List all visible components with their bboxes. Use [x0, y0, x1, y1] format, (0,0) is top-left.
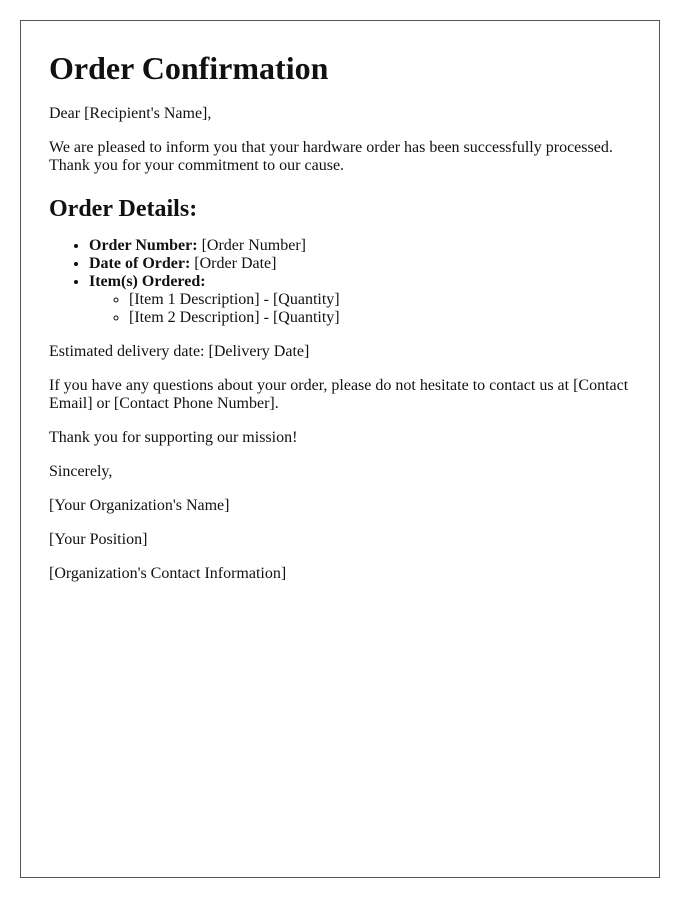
order-number-item [89, 237, 631, 255]
items-ordered-item [89, 273, 631, 327]
questions-paragraph: If you have any questions about your order, please do not hesitate to contact us at [Contact Email] or [Contact Phone Number]. [49, 377, 629, 412]
delivery-date: Estimated delivery date: [Delivery Date] [49, 343, 310, 360]
signer-position: [Your Position] [49, 531, 148, 548]
order-number-label: Order Number: [89, 237, 198, 254]
list-item: ◦ [Item 1 Description] - [Quantity] [129, 291, 631, 309]
letter-page [20, 20, 660, 878]
items-ordered-label: Item(s) Ordered: [89, 273, 206, 290]
closing: Sincerely, [49, 463, 113, 480]
page-title: Order Confirmation [49, 50, 329, 86]
intro-paragraph: We are pleased to inform you that your hardware order has been successfully processed. Thank you for your commitment to our cause. [49, 139, 613, 174]
order-number-value: [Order Number] [201, 237, 306, 254]
order-date-item [89, 255, 631, 273]
thanks-paragraph: Thank you for supporting our mission! [49, 429, 298, 446]
items-ordered-list [89, 291, 631, 327]
order-date-value: [Order Date] [194, 255, 277, 272]
greeting: Dear [Recipient's Name], [49, 105, 212, 122]
organization-name: [Your Organization's Name] [49, 497, 230, 514]
order-date-label: Date of Order: [89, 255, 191, 272]
list-item: ◦ [Item 2 Description] - [Quantity] [129, 309, 631, 327]
order-details-heading: Order Details: [49, 196, 198, 222]
order-details-list [49, 237, 631, 327]
organization-contact-info: [Organization's Contact Information] [49, 565, 287, 582]
